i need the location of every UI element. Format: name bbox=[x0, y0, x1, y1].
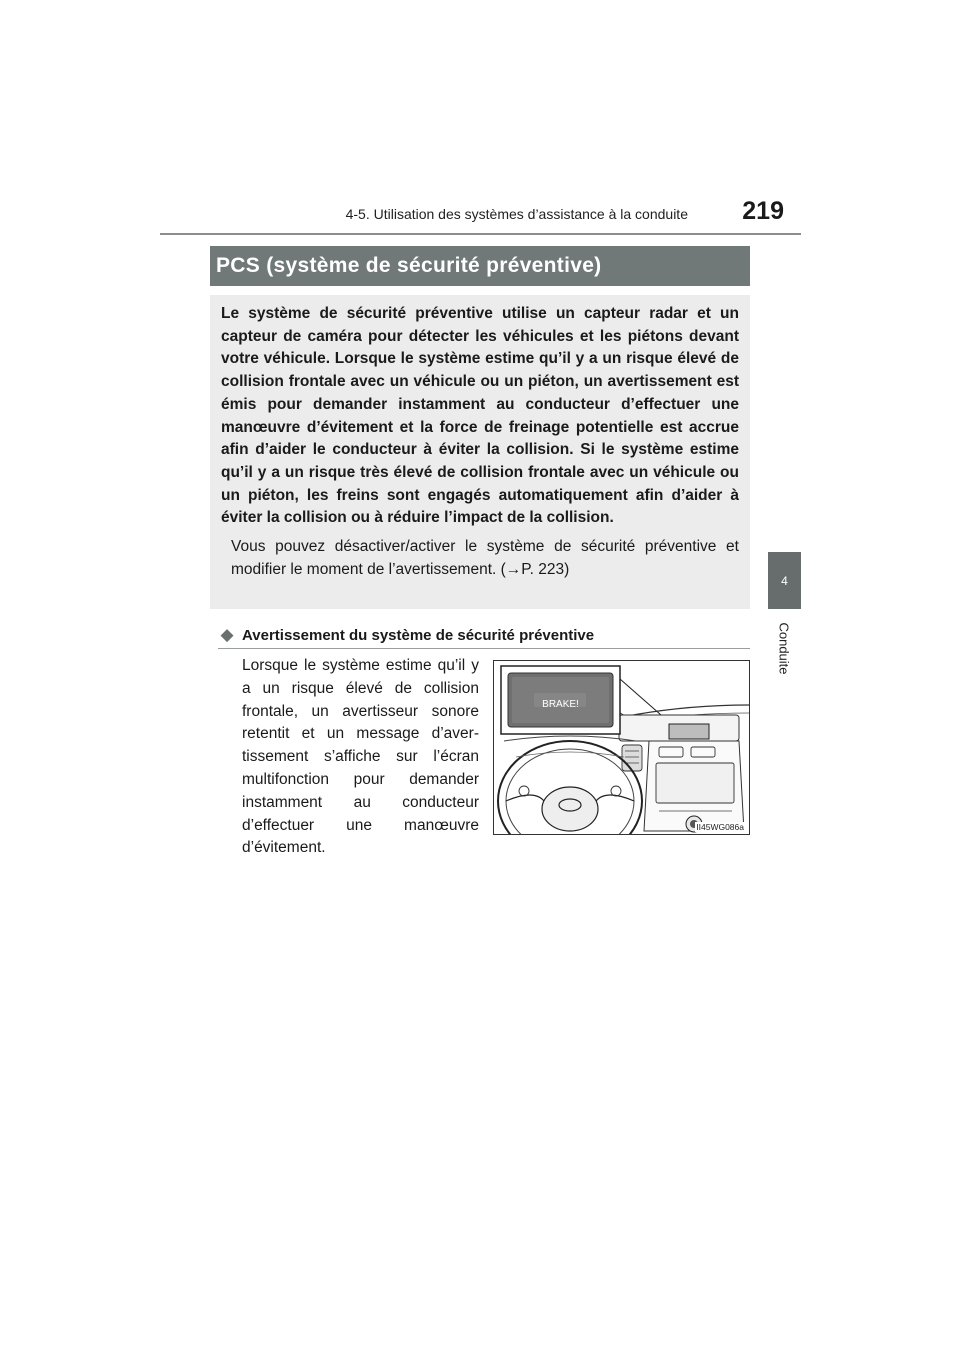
dashboard-illustration bbox=[493, 660, 750, 835]
figure-code: II45WG086a bbox=[696, 822, 744, 832]
chapter-tab bbox=[768, 552, 801, 609]
section-divider bbox=[218, 648, 750, 649]
page-title bbox=[210, 246, 750, 286]
section-heading bbox=[218, 623, 750, 647]
header-section-title: 4-5. Utilisation des systèmes d’assistance à la conduite bbox=[345, 206, 688, 222]
diamond-bullet-icon: ◆ bbox=[220, 625, 234, 644]
chapter-number: 4 bbox=[781, 573, 788, 588]
warning-message: BRAKE! bbox=[542, 699, 579, 710]
intro-note: Vous pouvez désactiver/activer le système de sécurité préventive et modifier le moment de l’avertissement. (→P. 223) bbox=[231, 538, 739, 578]
section-heading-text: Avertissement du système de sécurité préventive bbox=[242, 626, 595, 644]
dashboard-drawing bbox=[494, 661, 749, 834]
intro-box bbox=[210, 295, 750, 609]
page-number: 219 bbox=[742, 197, 784, 225]
multi-info-display bbox=[669, 724, 709, 739]
page-title-text: PCS (système de sécurité préventive) bbox=[216, 254, 602, 277]
chapter-label bbox=[768, 618, 801, 678]
intro-lead: Le système de sécurité préventive utilise un capteur radar et un capteur de caméra pour détecter les véhicules et les piétons devant votre véhicule. Lorsque le système estime qu’il y a un risque élevé de collision frontale avec un véhicule ou un piéton, un avertissement est émis pour demander instamment au conducteur d’effectuer une manœuvre d’évitement et la force de freinage potentielle est accrue afin d’aider le conducteur à éviter la collision. Si le système estime qu’il y a un risque très élevé de collision frontale avec un véhicule ou un piéton, les freins sont engagés automatiquement afin d’aider à éviter la collision ou à réduire l’impact de la collision. bbox=[221, 305, 739, 527]
section-body: Lorsque le système estime qu’il y a un risque élevé de collision frontale, un avertisseur sonore retentit et un message d’aver-tissement s’affiche sur l’écran multifonction pour demander instamment au conducteur d’effectuer une manœuvre d’évitement. bbox=[242, 657, 479, 857]
chapter-label-text: Conduite bbox=[777, 621, 793, 675]
header-divider bbox=[160, 233, 801, 235]
